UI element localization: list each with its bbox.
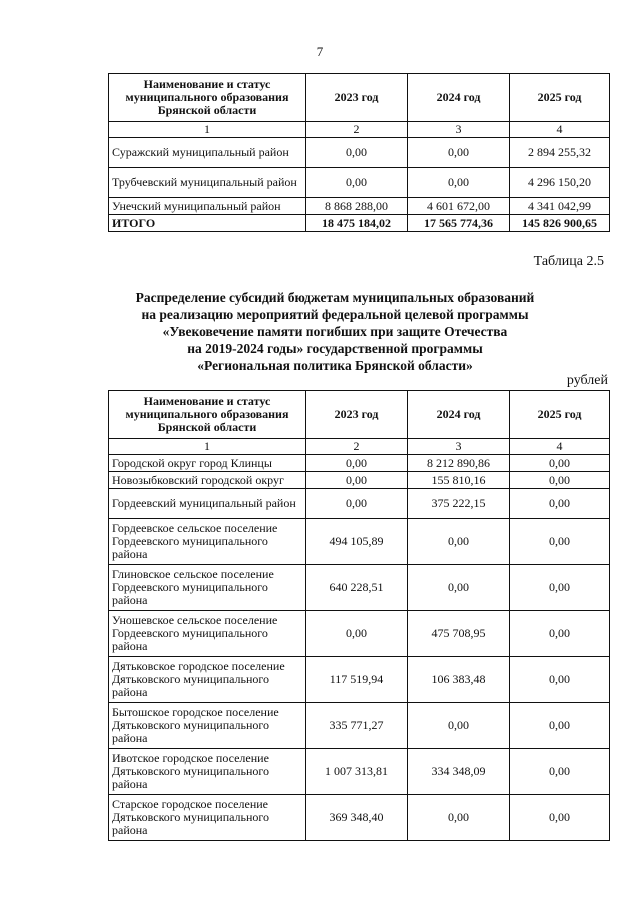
cell-2024: 106 383,48 [408, 657, 510, 703]
header-2025: 2025 год [510, 391, 610, 439]
cell-2024: 0,00 [408, 703, 510, 749]
row-name: Глиновское сельское поселение Гордеевского муниципального района [109, 565, 306, 611]
cell-2023: 0,00 [306, 455, 408, 472]
row-name: Гордеевское сельское поселение Гордеевского муниципального района [109, 519, 306, 565]
total-label: ИТОГО [109, 215, 306, 232]
cell-2025: 0,00 [510, 657, 610, 703]
column-index-row [109, 122, 610, 138]
cell-2025: 0,00 [510, 795, 610, 841]
header-2023: 2023 год [306, 391, 408, 439]
col-index: 1 [109, 122, 306, 138]
table-row [109, 472, 610, 489]
cell-2024: 0,00 [408, 795, 510, 841]
cell-2025: 4 296 150,20 [510, 168, 610, 198]
cell-2023: 0,00 [306, 611, 408, 657]
row-name: Городской округ город Клинцы [109, 455, 306, 472]
row-name: Уношевское сельское поселение Гордеевского муниципального района [109, 611, 306, 657]
table-municipal-totals [108, 73, 610, 232]
cell-2023: 640 228,51 [306, 565, 408, 611]
cell-2023: 369 348,40 [306, 795, 408, 841]
cell-2023: 1 007 313,81 [306, 749, 408, 795]
table-row [109, 565, 610, 611]
cell-2025: 2 894 255,32 [510, 138, 610, 168]
table-row [109, 611, 610, 657]
table-row [109, 455, 610, 472]
table-caption: Таблица 2.5 [533, 254, 604, 269]
table-row [109, 138, 610, 168]
table-row [109, 519, 610, 565]
col-index: 1 [109, 439, 306, 455]
cell-2024: 475 708,95 [408, 611, 510, 657]
col-index: 3 [408, 122, 510, 138]
cell-2024: 8 212 890,86 [408, 455, 510, 472]
table-row [109, 489, 610, 519]
row-name: Старское городское поселение Дятьковского муниципального района [109, 795, 306, 841]
row-name: Дятьковское городское поселение Дятьковского муниципального района [109, 657, 306, 703]
header-2023: 2023 год [306, 74, 408, 122]
cell-2024: 4 601 672,00 [408, 198, 510, 215]
page-number: 7 [316, 44, 324, 59]
header-2025: 2025 год [510, 74, 610, 122]
row-name: Унечский муниципальный район [109, 198, 306, 215]
cell-2025: 0,00 [510, 749, 610, 795]
cell-2025: 0,00 [510, 611, 610, 657]
cell-2023: 0,00 [306, 138, 408, 168]
table-row [109, 703, 610, 749]
title-line: Распределение субсидий бюджетам муниципальных образований [135, 290, 535, 305]
cell-2025: 4 341 042,99 [510, 198, 610, 215]
cell-2024: 155 810,16 [408, 472, 510, 489]
row-name: Новозыбковский городской округ [109, 472, 306, 489]
table-subsidy-distribution [108, 390, 610, 841]
header-name: Наименование и статус муниципального образования Брянской области [109, 391, 306, 439]
cell-2024: 0,00 [408, 138, 510, 168]
col-index: 2 [306, 439, 408, 455]
title-line: на 2019-2024 годы» государственной программы [187, 341, 483, 356]
title-line: «Региональная политика Брянской области» [197, 358, 473, 373]
cell-2025: 0,00 [510, 455, 610, 472]
table-row [109, 198, 610, 215]
cell-2024: 0,00 [408, 168, 510, 198]
cell-2024: 0,00 [408, 519, 510, 565]
table-header-row [109, 391, 610, 439]
cell-2023: 0,00 [306, 489, 408, 519]
cell-2025: 0,00 [510, 472, 610, 489]
cell-2025: 0,00 [510, 703, 610, 749]
cell-2024: 0,00 [408, 565, 510, 611]
col-index: 4 [510, 122, 610, 138]
table-row [109, 749, 610, 795]
col-index: 2 [306, 122, 408, 138]
cell-2023: 494 105,89 [306, 519, 408, 565]
cell-2023: 117 519,94 [306, 657, 408, 703]
row-name: Ивотское городское поселение Дятьковского муниципального района [109, 749, 306, 795]
column-index-row [109, 439, 610, 455]
header-name: Наименование и статус муниципального образования Брянской области [109, 74, 306, 122]
col-index: 4 [510, 439, 610, 455]
row-name: Гордеевский муниципальный район [109, 489, 306, 519]
cell-2024: 334 348,09 [408, 749, 510, 795]
total-2025: 145 826 900,65 [510, 215, 610, 232]
cell-2025: 0,00 [510, 489, 610, 519]
unit-label: рублей [566, 373, 608, 388]
cell-2025: 0,00 [510, 565, 610, 611]
table-row [109, 168, 610, 198]
table-header-row [109, 74, 610, 122]
header-2024: 2024 год [408, 74, 510, 122]
cell-2023: 8 868 288,00 [306, 198, 408, 215]
cell-2023: 0,00 [306, 168, 408, 198]
total-row [109, 215, 610, 232]
total-2023: 18 475 184,02 [306, 215, 408, 232]
total-2024: 17 565 774,36 [408, 215, 510, 232]
table-row [109, 657, 610, 703]
header-2024: 2024 год [408, 391, 510, 439]
table-row [109, 795, 610, 841]
cell-2023: 335 771,27 [306, 703, 408, 749]
col-index: 3 [408, 439, 510, 455]
row-name: Суражский муниципальный район [109, 138, 306, 168]
title-line: «Увековечение памяти погибших при защите Отечества [162, 324, 508, 339]
table-title [100, 289, 570, 374]
row-name: Бытошское городское поселение Дятьковского муниципального района [109, 703, 306, 749]
title-line: на реализацию мероприятий федеральной целевой программы [141, 307, 529, 322]
row-name: Трубчевский муниципальный район [109, 168, 306, 198]
cell-2025: 0,00 [510, 519, 610, 565]
cell-2023: 0,00 [306, 472, 408, 489]
cell-2024: 375 222,15 [408, 489, 510, 519]
